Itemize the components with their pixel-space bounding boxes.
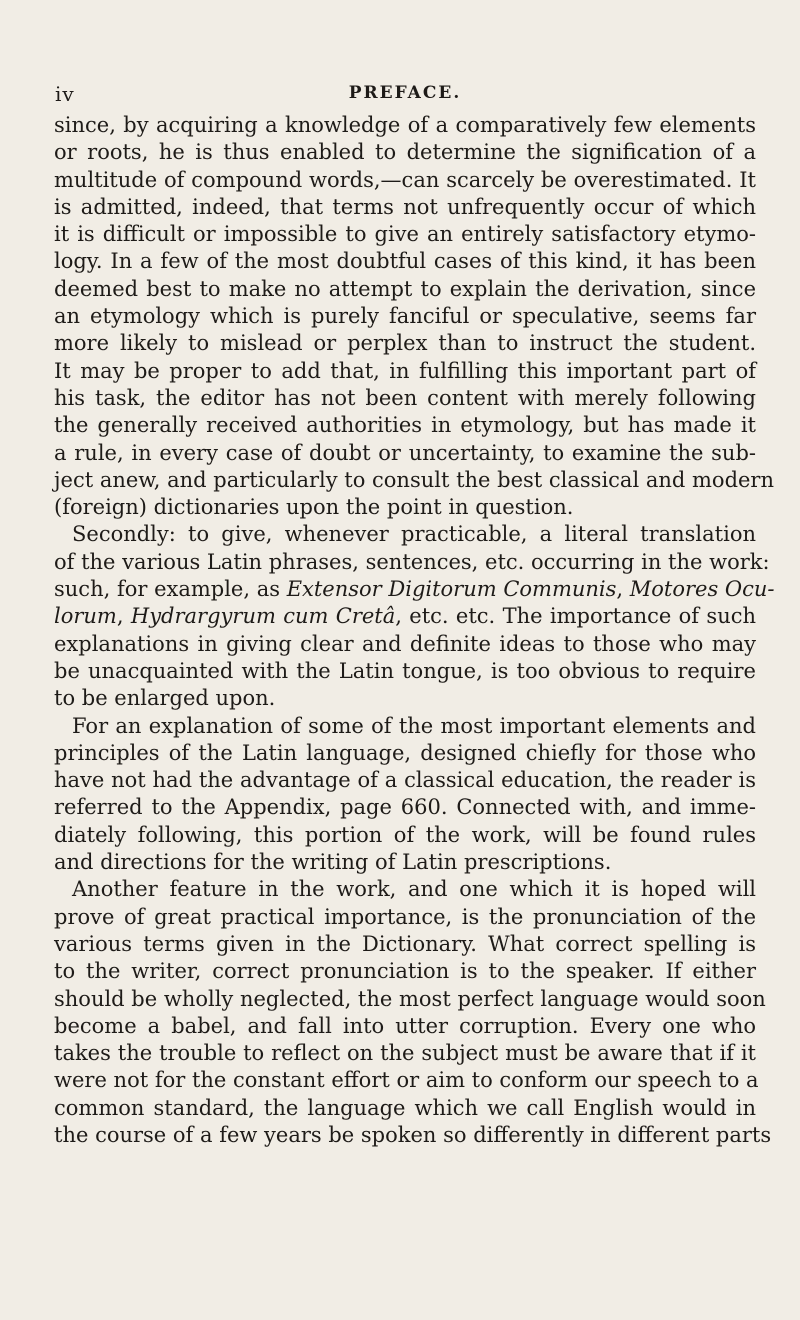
- text-segment: , etc. etc. The importance of such: [395, 604, 756, 629]
- text-line: deemed best to make no attempt to explain the derivation, since: [54, 276, 756, 301]
- text-line: to the writer, correct pronunciation is to the speaker. If either: [54, 959, 756, 984]
- text-segment: ,: [116, 604, 131, 629]
- text-line: prove of great practical importance, is the pronunciation of the: [54, 904, 756, 929]
- text-line: common standard, the language which we call English would in: [54, 1095, 756, 1120]
- text-line: diately following, this portion of the work, will be found rules: [54, 822, 756, 847]
- latin-term: Extensor Digitorum Communis: [286, 577, 617, 602]
- text-line: have not had the advantage of a classical education, the reader is: [54, 768, 756, 793]
- text-line: be unacquainted with the Latin tongue, is too obvious to require: [54, 658, 756, 683]
- text-line: various terms given in the Dictionary. What correct spelling is: [54, 931, 756, 956]
- text-line: to be enlarged upon.: [54, 686, 276, 711]
- text-line: explanations in giving clear and definite ideas to those who may: [54, 631, 756, 656]
- text-line: it is difficult or impossible to give an entirely satisfactory etymo-: [54, 222, 756, 247]
- text-line: principles of the Latin language, designed chiefly for those who: [54, 740, 756, 765]
- text-line: takes the trouble to reflect on the subject must be aware that if it: [54, 1041, 756, 1066]
- text-line-with-italics: [54, 576, 775, 603]
- text-line: (foreign) dictionaries upon the point in question.: [54, 495, 574, 520]
- text-line: multitude of compound words,—can scarcely be overestimated. It: [54, 167, 756, 192]
- page-header: [55, 82, 755, 106]
- text-line: a rule, in every case of doubt or uncertainty, to examine the sub-: [54, 440, 756, 465]
- text-line: Secondly: to give, whenever practicable, a literal translation: [72, 522, 756, 547]
- body-text: [54, 112, 775, 1149]
- text-line: referred to the Appendix, page 660. Connected with, and imme-: [54, 795, 756, 820]
- page-number: iv: [55, 82, 75, 106]
- latin-term: lorum: [54, 604, 117, 629]
- text-line: logy. In a few of the most doubtful cases of this kind, it has been: [54, 249, 756, 274]
- text-line: were not for the constant effort or aim to conform our speech to a: [54, 1068, 759, 1093]
- text-line: should be wholly neglected, the most perfect language would soon: [54, 986, 766, 1011]
- text-line-with-italics: [54, 603, 756, 630]
- text-line: and directions for the writing of Latin prescriptions.: [54, 850, 612, 875]
- text-line: the course of a few years be spoken so differently in different parts: [54, 1122, 772, 1147]
- text-line: It may be proper to add that, in fulfilling this important part of: [54, 358, 756, 383]
- text-segment: ,: [616, 577, 630, 602]
- text-line: become a babel, and fall into utter corruption. Every one who: [54, 1013, 756, 1038]
- text-line: Another feature in the work, and one which it is hoped will: [72, 877, 756, 902]
- text-line: the generally received authorities in etymology, but has made it: [54, 413, 756, 438]
- text-line: of the various Latin phrases, sentences, etc. occurring in the work:: [54, 549, 770, 574]
- text-line: an etymology which is purely fanciful or speculative, seems far: [54, 304, 756, 329]
- text-line: more likely to mislead or perplex than to instruct the student.: [54, 331, 756, 356]
- running-head: PREFACE.: [348, 83, 462, 103]
- text-line: For an explanation of some of the most important elements and: [72, 713, 756, 738]
- text-line: his task, the editor has not been content with merely following: [54, 385, 756, 410]
- latin-term: Hydrargyrum cum Cretâ: [130, 604, 396, 629]
- latin-term: Motores Ocu-: [629, 577, 775, 602]
- text-segment: such, for example, as: [54, 577, 287, 602]
- text-line: since, by acquiring a knowledge of a comparatively few elements: [54, 113, 756, 137]
- text-line: is admitted, indeed, that terms not unfrequently occur of which: [54, 194, 756, 219]
- text-line: ject anew, and particularly to consult the best classical and modern: [54, 467, 774, 492]
- text-line: or roots, he is thus enabled to determine the signification of a: [54, 140, 756, 165]
